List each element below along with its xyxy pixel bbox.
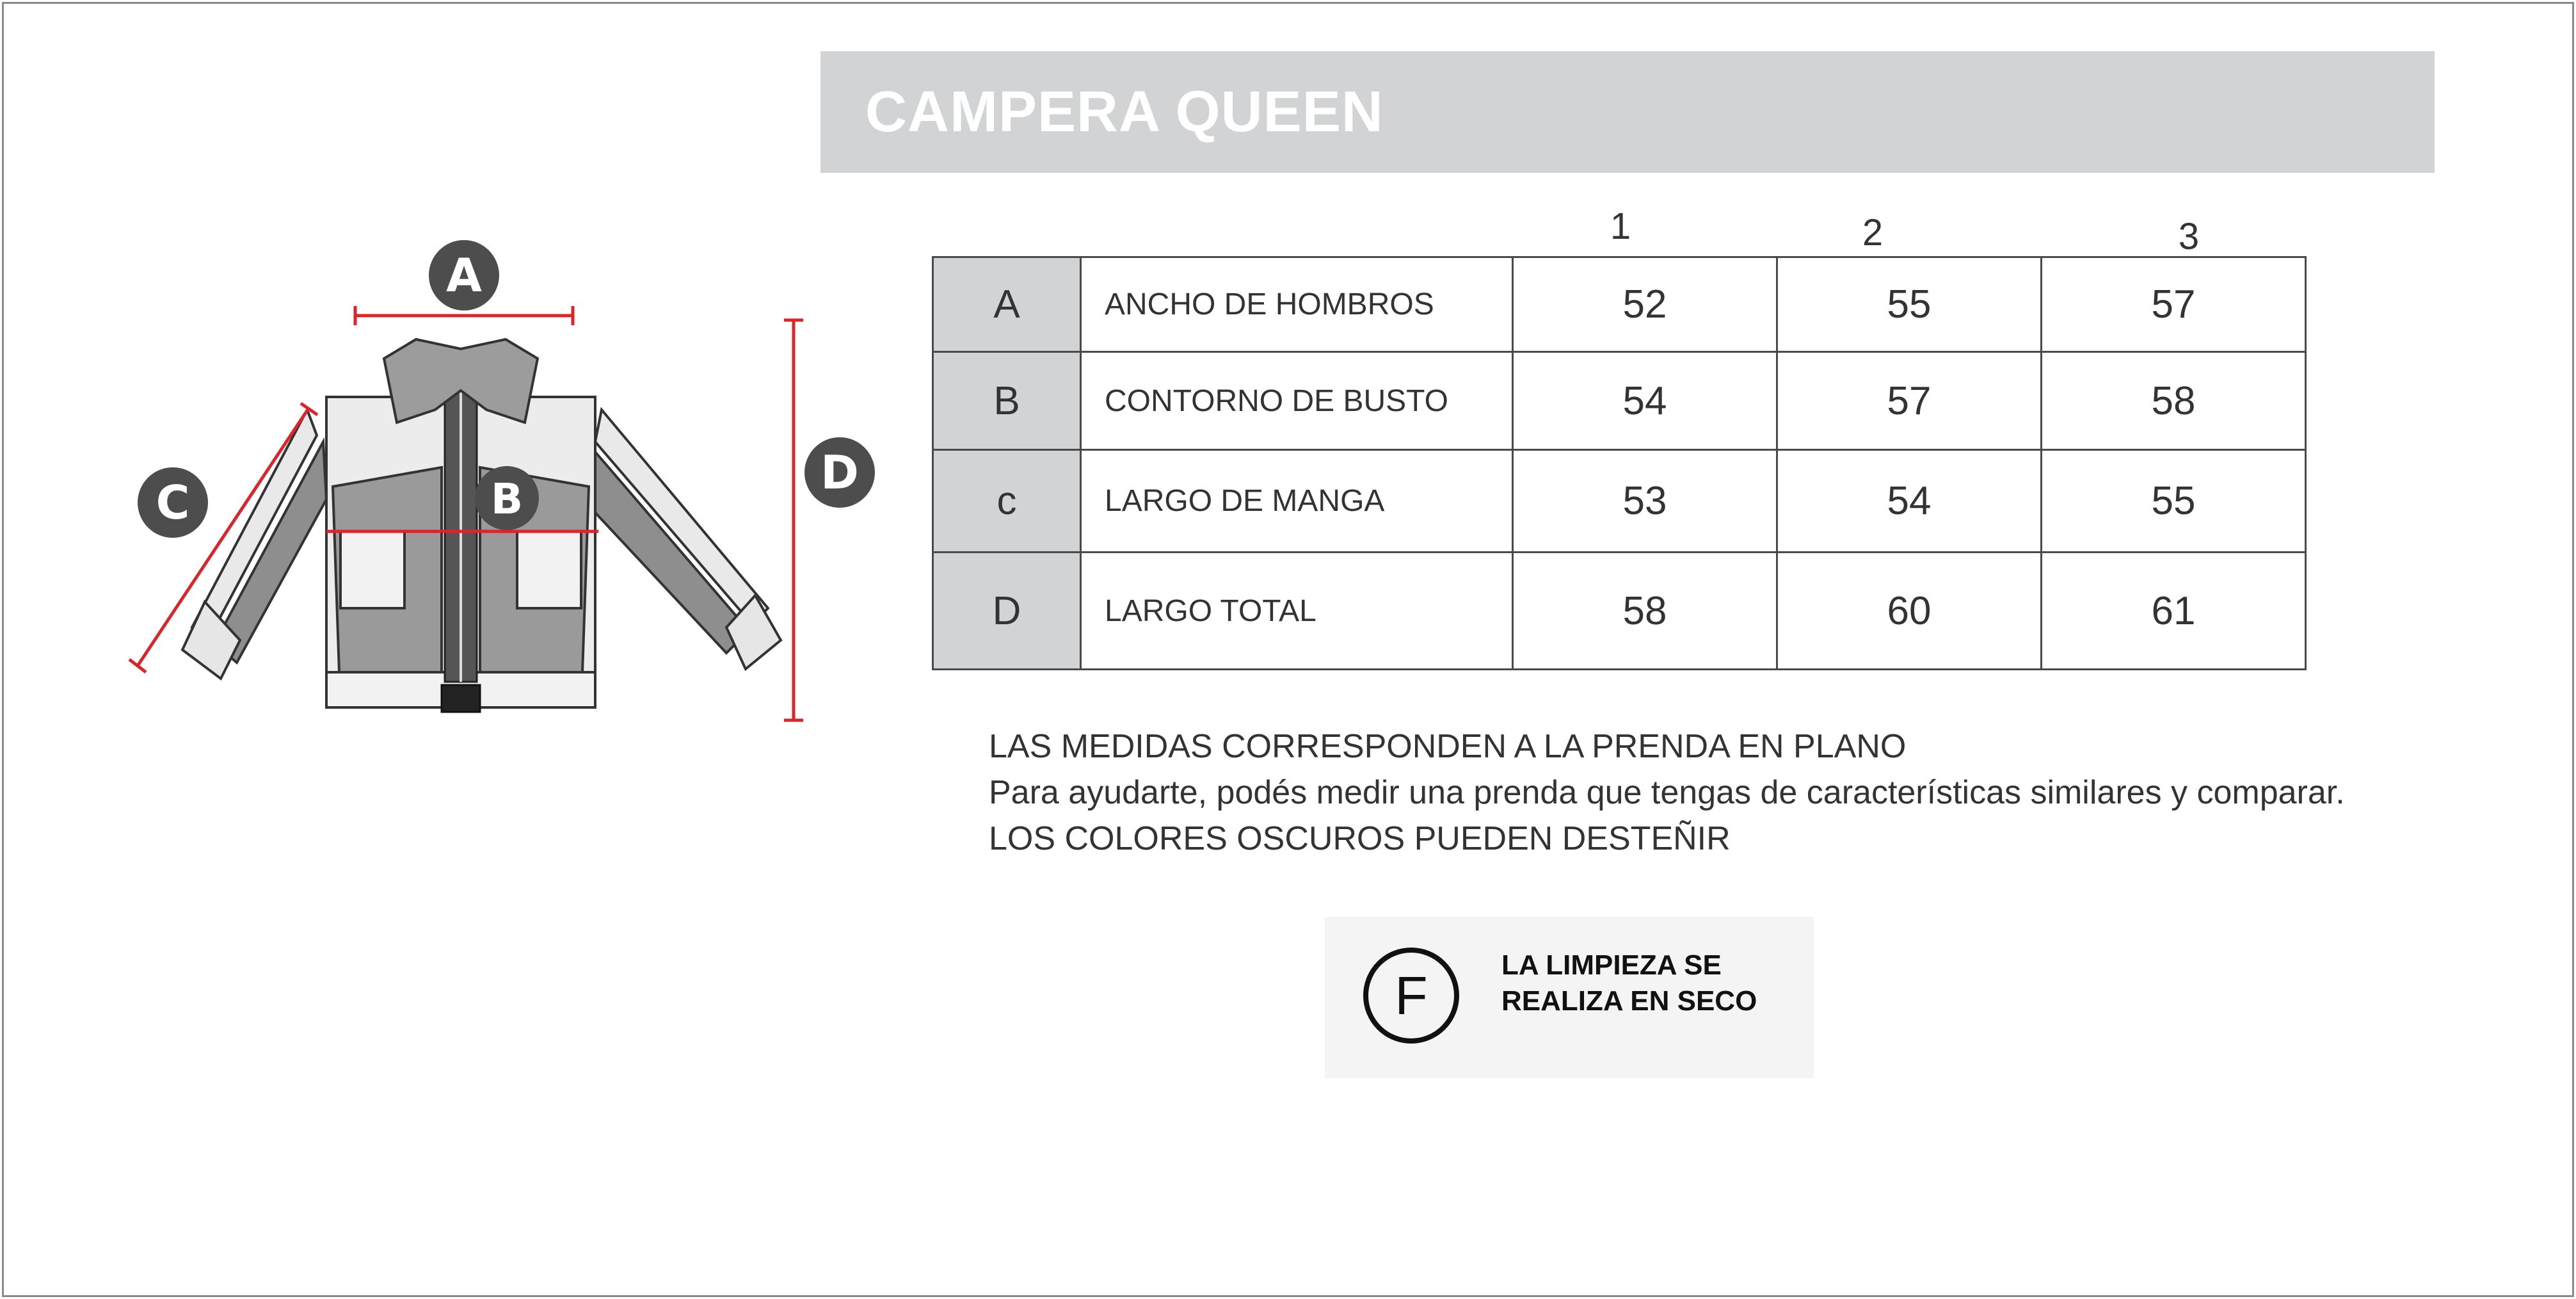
row-letter: B: [933, 352, 1081, 450]
badge-c: [138, 467, 208, 538]
table-row: [933, 450, 2306, 553]
cell-value: 54: [1777, 450, 2042, 553]
note-line: LOS COLORES OSCUROS PUEDEN DESTEÑIR: [989, 820, 1731, 857]
cell-value: 60: [1777, 553, 2042, 670]
page-title: CAMPERA QUEEN: [865, 79, 1384, 144]
left-sleeve: [182, 410, 326, 679]
badge-b: [475, 466, 539, 530]
cell-value: 61: [2042, 553, 2306, 670]
care-text: [1501, 948, 1796, 1019]
size-table: [932, 256, 2307, 670]
row-label: ANCHO DE HOMBROS: [1081, 257, 1513, 352]
badge-d: [804, 437, 875, 508]
cell-value: 54: [1513, 352, 1777, 450]
row-letter: D: [933, 553, 1081, 670]
cell-value: 52: [1513, 257, 1777, 352]
svg-text:B: B: [490, 474, 524, 524]
jacket-diagram: [115, 230, 896, 743]
cell-value: 58: [2042, 352, 2306, 450]
care-line-1: LA LIMPIEZA SE: [1501, 949, 1722, 981]
cell-value: 57: [1777, 352, 2042, 450]
svg-text:A: A: [446, 248, 482, 302]
row-letter: c: [933, 450, 1081, 553]
care-label: [1325, 917, 1814, 1078]
title-bar: [820, 51, 2435, 173]
cell-value: 57: [2042, 257, 2306, 352]
svg-text:D: D: [820, 446, 859, 499]
note-line: Para ayudarte, podés medir una prenda que tengas de características similares y comparar.: [989, 774, 2345, 811]
dry-clean-icon: [1363, 948, 1459, 1044]
size-header-2: 2: [1862, 212, 1884, 254]
cell-value: 55: [1777, 257, 2042, 352]
cell-value: 58: [1513, 553, 1777, 670]
row-label: LARGO DE MANGA: [1081, 450, 1513, 553]
table-row: [933, 553, 2306, 670]
badge-a: [429, 240, 499, 311]
jacket-body: [326, 391, 595, 712]
cell-value: 55: [2042, 450, 2306, 553]
table-row: [933, 352, 2306, 450]
measurement-notes: [989, 723, 2345, 862]
row-label: LARGO TOTAL: [1081, 553, 1513, 670]
care-symbol: F: [1395, 965, 1428, 1026]
right-sleeve: [589, 410, 781, 669]
note-line: LAS MEDIDAS CORRESPONDEN A LA PRENDA EN PLANO: [989, 728, 1907, 765]
cell-value: 53: [1513, 450, 1777, 553]
svg-text:C: C: [156, 476, 190, 529]
size-header-3: 3: [2178, 216, 2200, 257]
row-letter: A: [933, 257, 1081, 352]
size-header-1: 1: [1610, 206, 1631, 247]
care-line-2: REALIZA EN SECO: [1501, 985, 1757, 1017]
table-row: [933, 257, 2306, 352]
row-label: CONTORNO DE BUSTO: [1081, 352, 1513, 450]
